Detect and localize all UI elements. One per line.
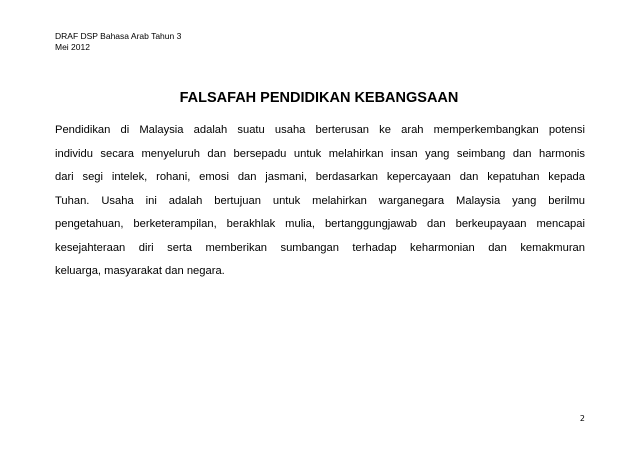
- document-header: [55, 31, 181, 53]
- paragraph-line: pengetahuan, berketerampilan, berakhlak mulia, bertanggungjawab dan berkeupayaan mencapai: [55, 218, 585, 230]
- page-title: FALSAFAH PENDIDIKAN KEBANGSAAN: [179, 90, 459, 106]
- body-paragraph: [55, 123, 585, 288]
- page-number: 2: [579, 414, 585, 423]
- header-date: Mei 2012: [55, 42, 90, 52]
- paragraph-line: Tuhan. Usaha ini adalah bertujuan untuk melahirkan warganegara Malaysia yang berilmu: [55, 194, 585, 207]
- paragraph-line: kesejahteraan diri serta memberikan sumbangan terhadap keharmonian dan kemakmuran: [55, 241, 585, 254]
- paragraph-line: Pendidikan di Malaysia adalah suatu usaha berterusan ke arah memperkembangkan potensi: [55, 124, 585, 136]
- header-draft-label: DRAF DSP Bahasa Arab Tahun 3: [55, 31, 182, 41]
- paragraph-line: dari segi intelek, rohani, emosi dan jasmani, berdasarkan kepercayaan dan kepatuhan kepada: [55, 171, 585, 183]
- paragraph-line: individu secara menyeluruh dan bersepadu untuk melahirkan insan yang seimbang dan harmonis: [55, 147, 585, 160]
- paragraph-line: keluarga, masyarakat dan negara.: [55, 265, 225, 277]
